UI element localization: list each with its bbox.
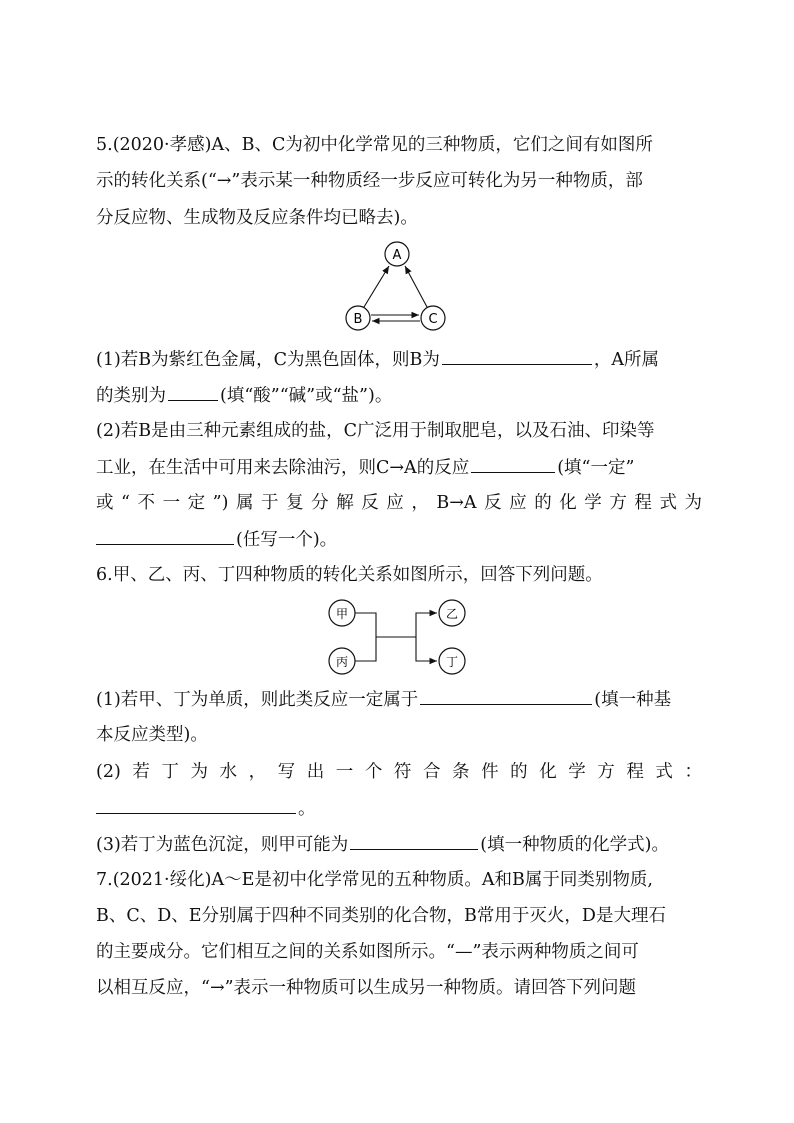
q5-p2-text-e: (任写一个)。 bbox=[236, 530, 338, 550]
q6-p3-text-b: (填一种物质的化学式)。 bbox=[480, 835, 669, 855]
q5-p1-text-d: (填“酸”“碱”或“盐”)。 bbox=[220, 386, 393, 406]
q5-part1-line-1 bbox=[96, 348, 702, 371]
q7-line-2: B、C、D、E分别属于四种不同类别的化合物，B常用于灭火，D是大理石 bbox=[96, 906, 666, 926]
connector-reactants bbox=[355, 613, 376, 661]
q5-p1-blank-b[interactable] bbox=[442, 348, 592, 365]
q5-part2-line-2 bbox=[96, 456, 702, 479]
node-a-label: A bbox=[392, 248, 402, 263]
arrow-to-yi bbox=[416, 613, 437, 637]
q6-stem: 6.甲、乙、丙、丁四种物质的转化关系如图所示，回答下列问题。 bbox=[96, 565, 603, 585]
q6-p3-text-a: (3)若丁为蓝色沉淀，则甲可能为 bbox=[96, 835, 349, 855]
q5-p1-text-a: (1)若B为紫红色金属，C为黑色固体，则B为 bbox=[96, 350, 440, 370]
q5-p2-text-c: (填“一定” bbox=[557, 458, 635, 478]
q6-part1-line-1 bbox=[96, 688, 702, 711]
q6-reaction-diagram bbox=[322, 596, 472, 678]
q5-p2-text-b: 工业，在生活中可用来去除油污，则C→A的反应 bbox=[96, 458, 470, 478]
q5-stem-line-2: 示的转化关系(“→”表示某一种物质经一步反应可转化为另一种物质，部 bbox=[96, 171, 643, 191]
q7-line-4: 以相互反应，“→”表示一种物质可以生成另一种物质。请回答下列问题 bbox=[96, 978, 637, 998]
q7-line-1: 7.(2021·绥化)A～E是初中化学常见的五种物质。A和B属于同类别物质, bbox=[96, 870, 653, 890]
node-yi-label: 乙 bbox=[445, 607, 459, 621]
node-b-label: B bbox=[353, 312, 363, 327]
q5-part2-line-1: (2)若B是由三种元素组成的盐，C广泛用于制取肥皂，以及石油、印染等 bbox=[96, 421, 655, 441]
q5-p2-blank-equation[interactable] bbox=[96, 528, 234, 545]
q5-p1-text-c: 的类别为 bbox=[96, 386, 166, 406]
q6-part3-line-1 bbox=[96, 833, 702, 856]
q7-line-3: 的主要成分。它们相互之间的关系如图所示。“—”表示两种物质之间可 bbox=[96, 942, 639, 962]
q5-abc-diagram bbox=[330, 236, 460, 336]
q6-p1-blank-type[interactable] bbox=[420, 688, 592, 705]
q5-part1-line-2 bbox=[96, 384, 702, 407]
q6-part1-line-2: 本反应类型)。 bbox=[96, 725, 208, 745]
q5-p2-blank-reaction[interactable] bbox=[471, 456, 555, 473]
arrow-b-to-a bbox=[364, 266, 389, 307]
q5-p1-text-b: ，A所属 bbox=[593, 350, 660, 370]
arrow-c-to-a bbox=[405, 266, 427, 307]
arrow-to-ding bbox=[416, 637, 437, 661]
q6-part2-line-1: (2)若丁为水，写出一个符合条件的化学方程式： bbox=[96, 762, 702, 782]
node-c-label: C bbox=[428, 312, 438, 327]
q5-p1-blank-category[interactable] bbox=[168, 384, 218, 401]
q5-stem-line-1: 5.(2020·孝感)A、B、C为初中化学常见的三种物质，它们之间有如图所 bbox=[96, 135, 653, 155]
q6-p1-text-b: (填一种基 bbox=[594, 690, 672, 710]
node-ding-label: 丁 bbox=[445, 655, 459, 669]
q6-p2-blank-equation[interactable] bbox=[96, 797, 296, 814]
node-bing-label: 丙 bbox=[335, 655, 349, 669]
q6-part2-line-2 bbox=[96, 797, 702, 820]
node-jia-label: 甲 bbox=[335, 607, 349, 621]
q6-p1-text-a: (1)若甲、丁为单质，则此类反应一定属于 bbox=[96, 690, 419, 710]
q5-stem-line-3: 分反应物、生成物及反应条件均已略去)。 bbox=[96, 208, 418, 228]
q6-p3-blank-formula[interactable] bbox=[350, 833, 478, 850]
q6-p2-text-b: 。 bbox=[298, 799, 316, 819]
q5-part2-line-4 bbox=[96, 528, 702, 551]
q5-part2-line-3: 或“不一定”)属于复分解反应，B→A反应的化学方程式为 bbox=[96, 493, 702, 513]
